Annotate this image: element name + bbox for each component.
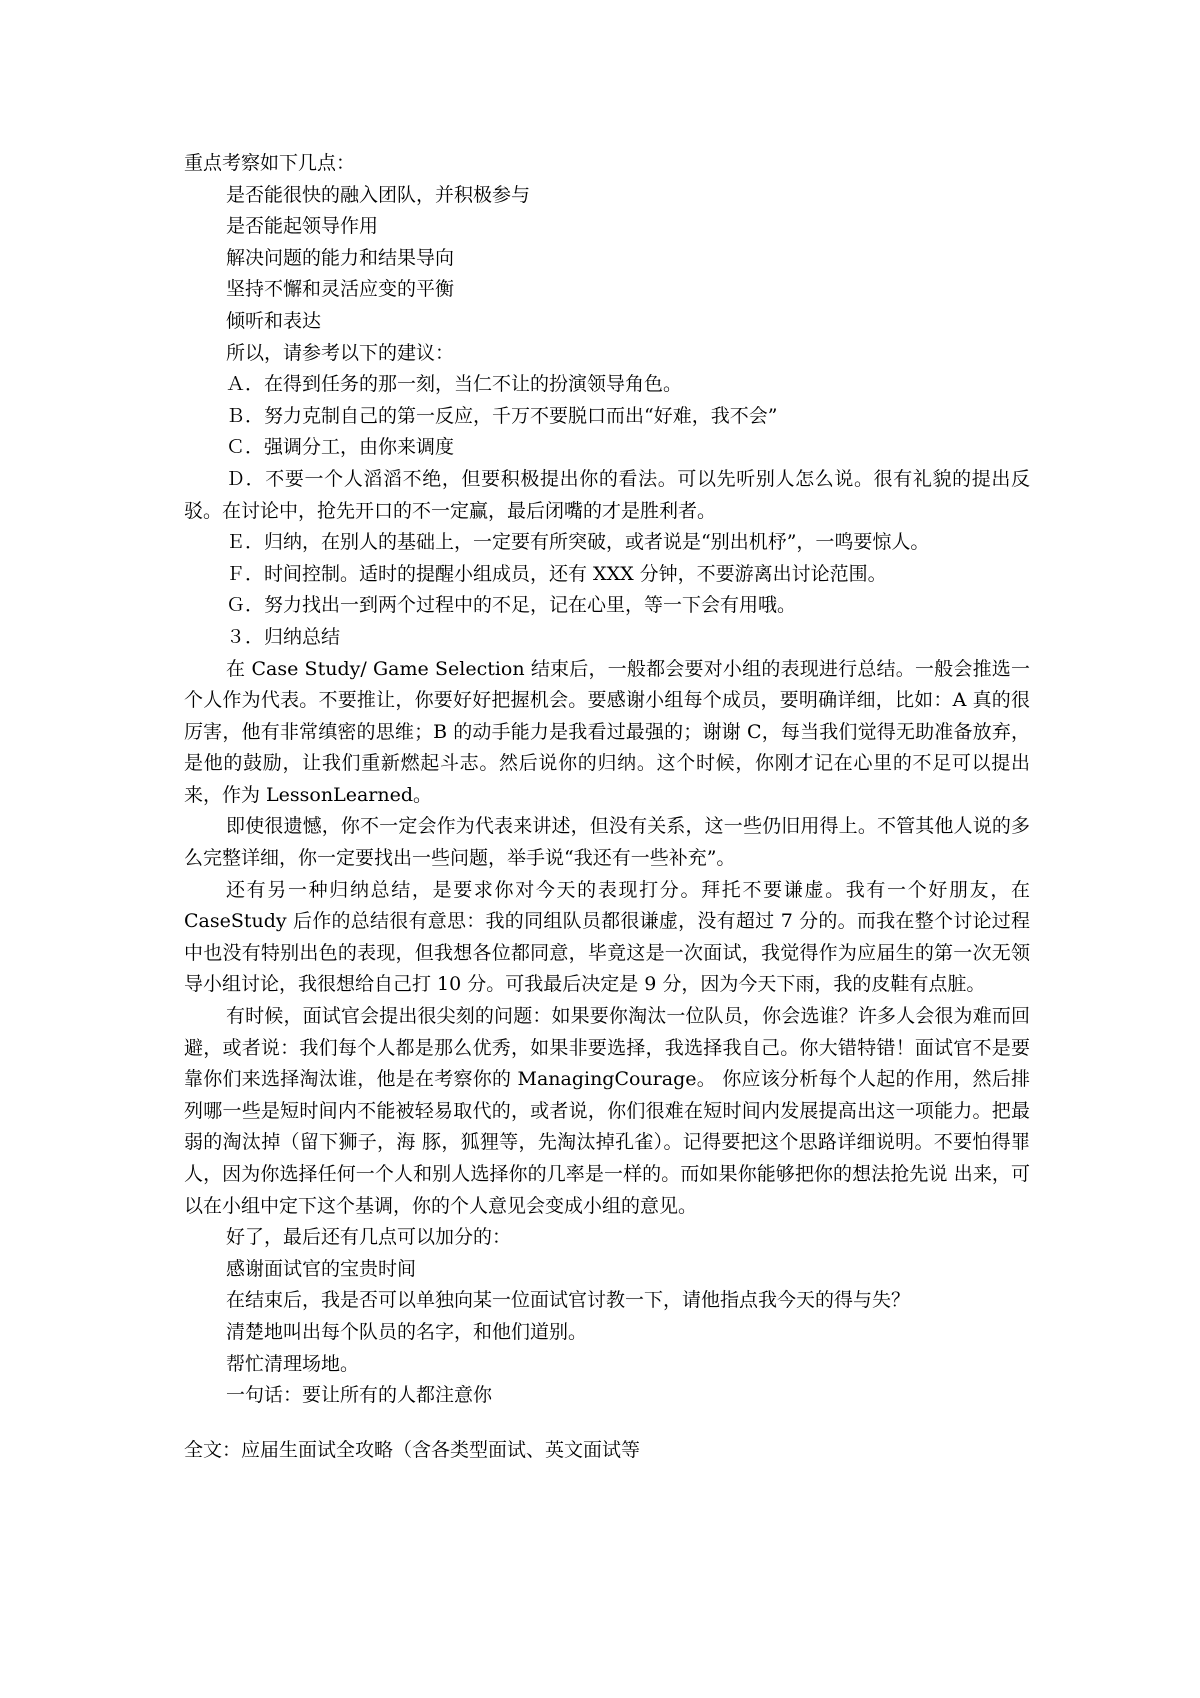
summary-paragraph-4: 有时候，面试官会提出很尖刻的问题：如果要你淘汰一位队员，你会选谁？许多人会很为难而回避，或者说：我们每个人都是那么优秀，如果非要选择，我选择我自己。你大错特错！面试官不是要靠你们来选择淘汰谁，他是在考察你的 ManagingCourage。 你应该分析每个人起的作用，然后排列哪一些是短时间内不能被轻易取代的，或者说，你们很难在短时间内发展提高出这一项能力。把最弱的淘汰掉（留下狮子，海 豚，狐狸等，先淘汰掉孔雀）。记得要把这个思路详细说明。不要怕得罪人，因为你选择任何一个人和别人选择你的几率是一样的。而如果你能够把你的想法抢先说 出来，可以在小组中定下这个基调，你的个人意见会变成小组的意见。 — [184, 1005, 1030, 1217]
suggestion-g: Ｇ．努力找出一到两个过程中的不足，记在心里，等一下会有用哦。 — [226, 594, 797, 617]
bonus-item: 清楚地叫出每个队员的名字，和他们道别。 — [226, 1320, 588, 1343]
summary-paragraph-2: 即使很遗憾，你不一定会作为代表来讲述，但没有关系，这一些仍旧用得上。不管其他人说的多么完整详细，你一定要找出一些问题，举手说“我还有一些补充”。 — [184, 815, 1030, 870]
suggestion-f: Ｆ．时间控制。适时的提醒小组成员，还有 XXX 分钟，不要游离出讨论范围。 — [226, 562, 887, 585]
bonus-intro: 好了，最后还有几点可以加分的： — [226, 1226, 512, 1249]
section-3-heading: ３．归纳总结 — [226, 625, 341, 648]
bonus-item: 感谢面试官的宝贵时间 — [226, 1257, 417, 1280]
suggestion-b: Ｂ．努力克制自己的第一反应，千万不要脱口而出“好难，我不会” — [226, 404, 778, 427]
point-item: 坚持不懈和灵活应变的平衡 — [226, 278, 455, 301]
spacer — [184, 1412, 1030, 1435]
summary-paragraph-1: 在 Case Study/ Game Selection 结束后，一般都会要对小组的表现进行总结。一般会推选一个人作为代表。不要推让，你要好好把握机会。要感谢小组每个成员，要明确详细，比如：A 真的很厉害，他有非常缜密的思维；B 的动手能力是我看过最强的；谢谢 C，每当我们觉得无助准备放弃，是他的鼓励，让我们重新燃起斗志。然后说你的归纳。这个时候，你刚才记在心里的不足可以提出来，作为 LessonLearned。 — [184, 657, 1030, 806]
suggestion-d: Ｄ．不要一个人滔滔不绝，但要积极提出你的看法。可以先听别人怎么说。很有礼貌的提出反驳。在讨论中，抢先开口的不一定赢，最后闭嘴的才是胜利者。 — [184, 467, 1030, 522]
point-item: 是否能很快的融入团队，并积极参与 — [226, 183, 531, 206]
bonus-item: 帮忙清理场地。 — [226, 1352, 360, 1375]
bonus-item: 一句话：要让所有的人都注意你 — [226, 1384, 493, 1407]
suggestion-a: Ａ．在得到任务的那一刻，当仁不让的扮演领导角色。 — [226, 373, 683, 396]
section-heading: 重点考察如下几点： — [184, 152, 356, 174]
suggestion-e: Ｅ．归纳，在别人的基础上，一定要有所突破，或者说是“别出机杼”，一鸣要惊人。 — [226, 531, 930, 554]
bonus-item: 在结束后，我是否可以单独向某一位面试官讨教一下，请他指点我今天的得与失？ — [226, 1289, 911, 1312]
point-item: 解决问题的能力和结果导向 — [226, 246, 455, 269]
summary-paragraph-3: 还有另一种归纳总结，是要求你对今天的表现打分。拜托不要谦虚。我有一个好朋友，在 CaseStudy 后作的总结很有意思：我的同组队员都很谦虚，没有超过 7 分的。而我在整个讨论过程中也没有特别出色的表现，但我想各位都同意，毕竟这是一次面试，我觉得作为应届生的第一次无领导小组讨论，我很想给自己打 10 分。可我最后决定是 9 分，因为今天下雨，我的皮鞋有点脏。 — [184, 878, 1030, 996]
document-body — [184, 148, 1030, 1466]
suggestions-intro: 所以，请参考以下的建议： — [226, 341, 455, 364]
footer-link-text: 全文：应届生面试全攻略（含各类型面试、英文面试等 — [184, 1438, 641, 1461]
point-item: 是否能起领导作用 — [226, 215, 379, 238]
point-item: 倾听和表达 — [226, 309, 322, 332]
suggestion-c: Ｃ．强调分工，由你来调度 — [226, 436, 455, 459]
